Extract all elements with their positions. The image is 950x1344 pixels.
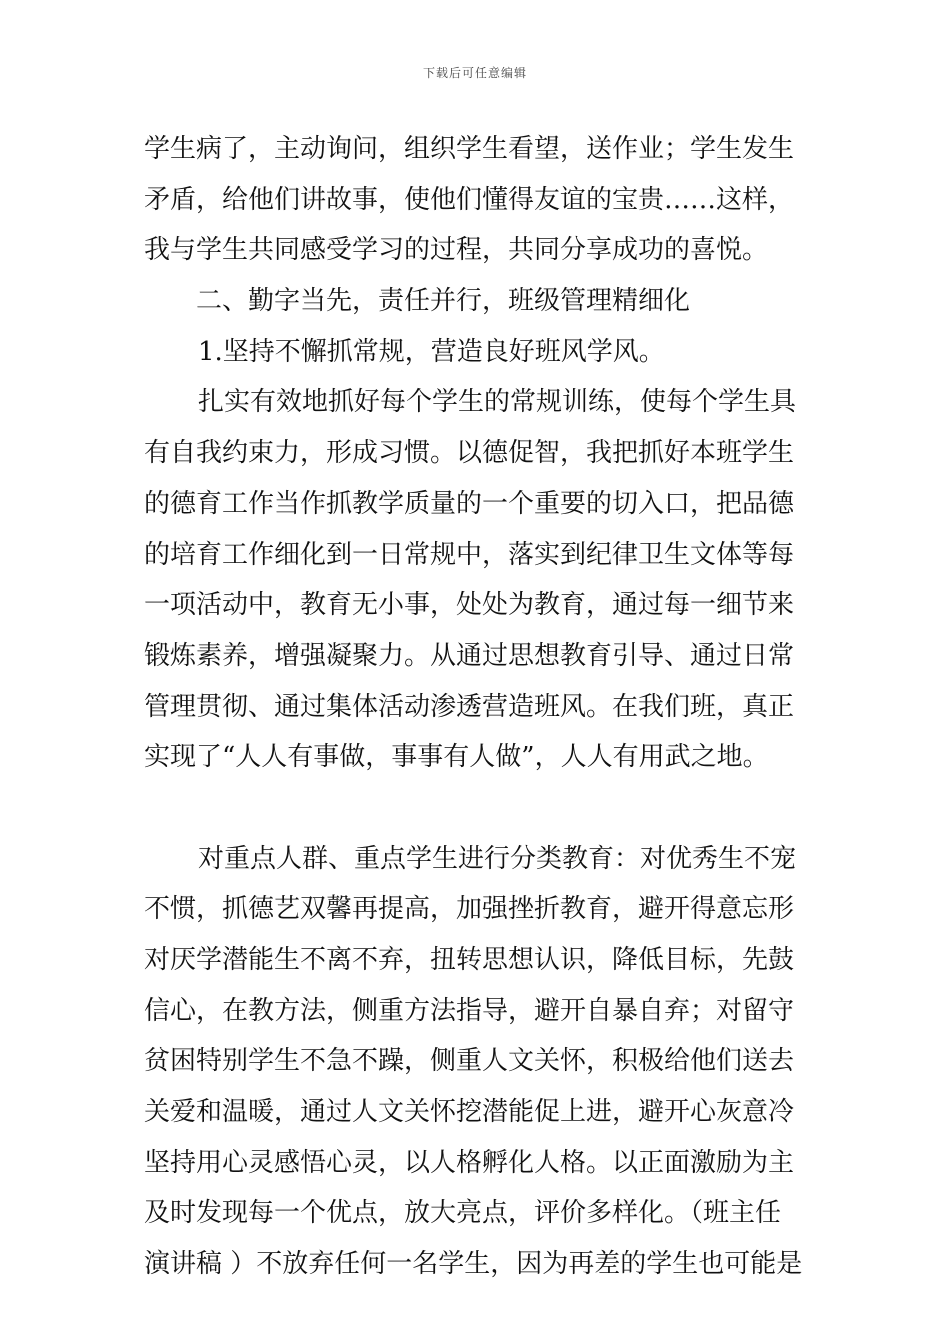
subsection-heading: 1.坚持不懈抓常规，营造良好班风学风。 (198, 336, 665, 367)
paragraph-start-line: 对重点人群、重点学生进行分类教育：对优秀生不宠 (198, 843, 797, 874)
text-line: 不惯，抓德艺双馨再提高，加强挫折教育，避开得意忘形 (144, 894, 795, 925)
text-line: 学生病了，主动询问，组织学生看望，送作业；学生发生 (144, 134, 795, 164)
paragraph-gap (144, 783, 808, 834)
section-heading: 二、勤字当先，责任并行，班级管理精细化 (196, 286, 691, 317)
text-line: 一项活动中，教育无小事，处处为教育，通过每一细节来 (144, 590, 795, 621)
text-line: 的培育工作细化到一日常规中，落实到纪律卫生文体等每 (144, 539, 795, 570)
text-line: 信心，在教方法，侧重方法指导，避开自暴自弃；对留守 (144, 995, 795, 1026)
text-line: 的德育工作当作抓教学质量的一个重要的切入口，把品德 (144, 488, 795, 519)
text-line: 关爱和温暖，通过人文关怀挖潜能促上进，避开心灰意冷 (144, 1097, 795, 1128)
text-line: 我与学生共同感受学习的过程，共同分享成功的喜悦。 (144, 235, 769, 266)
text-line: 有自我约束力，形成习惯。以德促智，我把抓好本班学生 (144, 438, 795, 469)
text-line: 贫困特别学生不急不躁，侧重人文关怀，积极给他们送去 (144, 1046, 795, 1077)
paragraph-start-line: 扎实有效地抓好每个学生的常规训练，使每个学生具 (198, 387, 797, 418)
text-line: 管理贯彻、通过集体活动渗透营造班风。在我们班，真正 (144, 691, 795, 722)
text-line: 坚持用心灵感悟心灵，以人格孵化人格。以正面激励为主 (144, 1147, 795, 1178)
page-header: 下载后可任意编辑 (422, 66, 527, 80)
text-line: 及时发现每一个优点，放大亮点，评价多样化。（班主任 (144, 1198, 782, 1229)
text-line: 对厌学潜能生不离不弃，扭转思想认识，降低目标，先鼓 (144, 945, 795, 975)
document-body (144, 124, 808, 1290)
text-line: 矛盾，给他们讲故事，使他们懂得友谊的宝贵……这样， (144, 184, 795, 215)
text-line: 演讲稿 ）不放弃任何一名学生，因为再差的学生也可能是 (144, 1249, 803, 1280)
text-line: 锻炼素养，增强凝聚力。从通过思想教育引导、通过日常 (144, 640, 795, 671)
text-line: 实现了“人人有事做，事事有人做”，人人有用武之地。 (144, 742, 769, 773)
